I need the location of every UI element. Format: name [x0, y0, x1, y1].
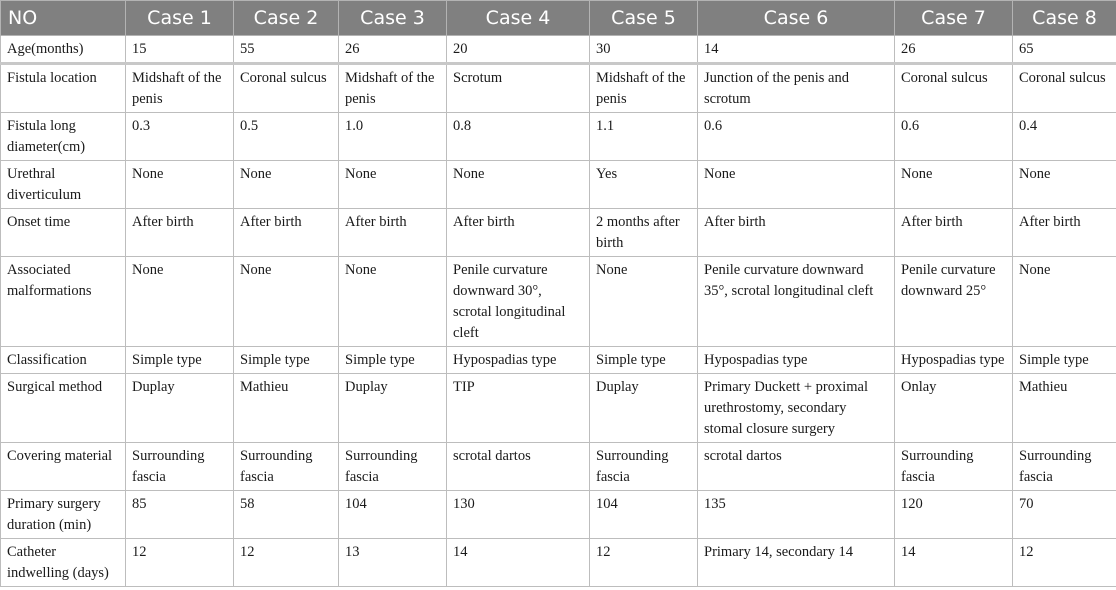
table-cell: 2 months after birth [590, 209, 698, 257]
table-cell: 65 [1013, 36, 1116, 64]
table-cell: 0.5 [234, 113, 339, 161]
table-cell: Surrounding fascia [895, 443, 1013, 491]
table-cell: After birth [339, 209, 447, 257]
table-cell: Coronal sulcus [1013, 64, 1116, 113]
table-cell: None [126, 161, 234, 209]
header-case-4: Case 4 [447, 1, 590, 36]
row-label: Fistula long diameter(cm) [1, 113, 126, 161]
table-row [1, 209, 1116, 257]
table-cell: None [895, 161, 1013, 209]
table-cell: 0.3 [126, 113, 234, 161]
table-row [1, 64, 1116, 113]
header-case-5: Case 5 [590, 1, 698, 36]
table-cell: Surrounding fascia [126, 443, 234, 491]
table-cell: Simple type [1013, 347, 1116, 374]
table-cell: 1.1 [590, 113, 698, 161]
table-cell: Hypospadias type [698, 347, 895, 374]
table-cell: After birth [895, 209, 1013, 257]
table-cell: After birth [126, 209, 234, 257]
header-no: NO [1, 1, 126, 36]
table-cell: 12 [1013, 539, 1116, 587]
table-cell: 0.6 [698, 113, 895, 161]
table-cell: Simple type [234, 347, 339, 374]
table-cell: Duplay [126, 374, 234, 443]
table-cell: Mathieu [234, 374, 339, 443]
table-cell: 15 [126, 36, 234, 64]
row-label: Associated malformations [1, 257, 126, 347]
table-cell: Scrotum [447, 64, 590, 113]
table-cell: 14 [447, 539, 590, 587]
table-cell: 58 [234, 491, 339, 539]
row-label: Covering material [1, 443, 126, 491]
row-label: Fistula location [1, 64, 126, 113]
table-cell: After birth [1013, 209, 1116, 257]
table-row [1, 347, 1116, 374]
row-label: Urethral diverticulum [1, 161, 126, 209]
table-cell: Midshaft of the penis [126, 64, 234, 113]
table-cell: None [234, 257, 339, 347]
table-cell: 104 [339, 491, 447, 539]
table-cell: Simple type [590, 347, 698, 374]
header-case-2: Case 2 [234, 1, 339, 36]
table-cell: None [1013, 161, 1116, 209]
table-cell: Duplay [590, 374, 698, 443]
table-cell: None [590, 257, 698, 347]
table-cell: Surrounding fascia [234, 443, 339, 491]
table-cell: Primary 14, secondary 14 [698, 539, 895, 587]
table-cell: None [1013, 257, 1116, 347]
table-cell: 20 [447, 36, 590, 64]
table-cell: scrotal dartos [698, 443, 895, 491]
table-row [1, 257, 1116, 347]
table-cell: 70 [1013, 491, 1116, 539]
table-cell: 30 [590, 36, 698, 64]
table-cell: TIP [447, 374, 590, 443]
table-row [1, 491, 1116, 539]
row-label: Age(months) [1, 36, 126, 64]
table-row [1, 113, 1116, 161]
header-case-7: Case 7 [895, 1, 1013, 36]
table-cell: 130 [447, 491, 590, 539]
table-cell: Yes [590, 161, 698, 209]
table-cell: 26 [895, 36, 1013, 64]
row-label: Classification [1, 347, 126, 374]
table-row [1, 374, 1116, 443]
table-row [1, 36, 1116, 64]
table-cell: Simple type [126, 347, 234, 374]
table-cell: None [126, 257, 234, 347]
table-cell: None [339, 257, 447, 347]
table-cell: 13 [339, 539, 447, 587]
table-cell: Coronal sulcus [895, 64, 1013, 113]
header-case-8: Case 8 [1013, 1, 1116, 36]
table-cell: 14 [698, 36, 895, 64]
table-cell: Surrounding fascia [339, 443, 447, 491]
table-cell: None [339, 161, 447, 209]
table-cell: 0.6 [895, 113, 1013, 161]
table-cell: Midshaft of the penis [339, 64, 447, 113]
table-body [1, 36, 1116, 587]
header-row [1, 1, 1116, 36]
table-cell: 1.0 [339, 113, 447, 161]
table-cell: Penile curvature downward 35°, scrotal longitudinal cleft [698, 257, 895, 347]
table-cell: 55 [234, 36, 339, 64]
table-cell: 120 [895, 491, 1013, 539]
table-cell: 12 [234, 539, 339, 587]
table-cell: After birth [234, 209, 339, 257]
table-cell: Primary Duckett + proximal urethrostomy, secondary stomal closure surgery [698, 374, 895, 443]
table-cell: None [447, 161, 590, 209]
table-cell: Coronal sulcus [234, 64, 339, 113]
table-cell: 0.4 [1013, 113, 1116, 161]
table-cell: 104 [590, 491, 698, 539]
table-cell: 12 [590, 539, 698, 587]
table-cell: 85 [126, 491, 234, 539]
table-cell: 26 [339, 36, 447, 64]
row-label: Primary surgery duration (min) [1, 491, 126, 539]
row-label: Surgical method [1, 374, 126, 443]
table-cell: Hypospadias type [447, 347, 590, 374]
table-cell: 135 [698, 491, 895, 539]
table-cell: After birth [447, 209, 590, 257]
table-cell: 14 [895, 539, 1013, 587]
table-cell: Penile curvature downward 25° [895, 257, 1013, 347]
table-cell: Midshaft of the penis [590, 64, 698, 113]
table-cell: scrotal dartos [447, 443, 590, 491]
table-cell: None [234, 161, 339, 209]
table-cell: After birth [698, 209, 895, 257]
header-case-1: Case 1 [126, 1, 234, 36]
table-cell: Duplay [339, 374, 447, 443]
table-cell: Simple type [339, 347, 447, 374]
table-row [1, 539, 1116, 587]
header-case-6: Case 6 [698, 1, 895, 36]
table-cell: Surrounding fascia [590, 443, 698, 491]
table-cell: 12 [126, 539, 234, 587]
table-cell: Onlay [895, 374, 1013, 443]
table-row [1, 443, 1116, 491]
table-cell: Junction of the penis and scrotum [698, 64, 895, 113]
row-label: Onset time [1, 209, 126, 257]
table-cell: Mathieu [1013, 374, 1116, 443]
table-cell: 0.8 [447, 113, 590, 161]
table-cell: None [698, 161, 895, 209]
row-label: Catheter indwelling (days) [1, 539, 126, 587]
table-row [1, 161, 1116, 209]
header-case-3: Case 3 [339, 1, 447, 36]
table-cell: Penile curvature downward 30°, scrotal longitudinal cleft [447, 257, 590, 347]
table-cell: Hypospadias type [895, 347, 1013, 374]
table-cell: Surrounding fascia [1013, 443, 1116, 491]
